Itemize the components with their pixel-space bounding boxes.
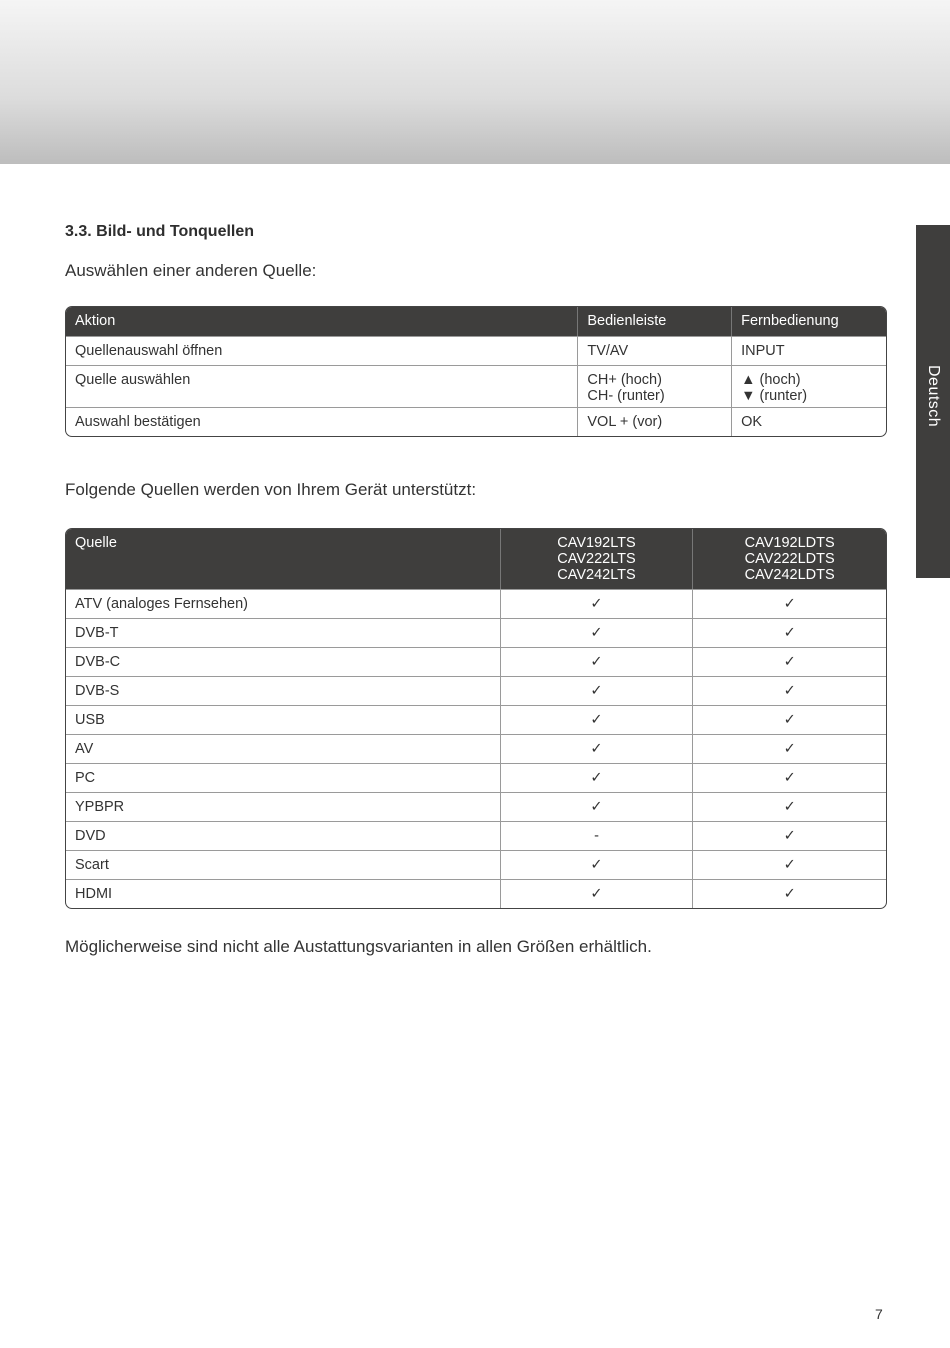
table-row: [66, 734, 886, 763]
action-cell: Quelle auswählen: [66, 365, 577, 407]
source-cell: YPBPR: [66, 792, 500, 821]
source-cell: USB: [66, 705, 500, 734]
support-mark-ldts: ✓: [692, 821, 886, 850]
table-row: [66, 792, 886, 821]
language-tab-label: Deutsch: [925, 365, 942, 428]
support-mark-ldts: ✓: [692, 879, 886, 908]
support-mark-ldts: ✓: [692, 676, 886, 705]
panel-key: TV/AV: [587, 343, 629, 359]
model-name: CAV242LDTS: [744, 567, 835, 583]
panel-key: CH- (runter): [587, 388, 665, 404]
remote-key: OK: [741, 414, 763, 430]
column-header-models-ldts: [692, 529, 886, 589]
header-band: [0, 0, 950, 164]
table-header-row: [66, 529, 886, 589]
panel-cell: [577, 365, 731, 407]
support-mark-lts: -: [500, 821, 693, 850]
remote-key: INPUT: [741, 343, 785, 359]
model-name: CAV242LTS: [557, 567, 636, 583]
support-mark-lts: ✓: [500, 850, 693, 879]
model-name: CAV222LDTS: [744, 551, 835, 567]
support-mark-ldts: ✓: [692, 734, 886, 763]
sources-intro-text: Folgende Quellen werden von Ihrem Gerät unterstützt:: [65, 480, 477, 499]
language-tab: [916, 225, 950, 578]
support-mark-ldts: ✓: [692, 850, 886, 879]
supported-sources-table: [65, 528, 887, 909]
source-cell: DVB-C: [66, 647, 500, 676]
table-row: [66, 407, 886, 436]
table-row: [66, 618, 886, 647]
table-row: [66, 365, 886, 407]
table-row: [66, 589, 886, 618]
source-cell: PC: [66, 763, 500, 792]
column-header-action: Aktion: [66, 307, 577, 336]
support-mark-ldts: ✓: [692, 763, 886, 792]
source-cell: DVB-T: [66, 618, 500, 647]
column-header-panel: Bedienleiste: [577, 307, 731, 336]
source-cell: Scart: [66, 850, 500, 879]
support-mark-lts: ✓: [500, 589, 693, 618]
model-name: CAV192LTS: [557, 535, 636, 551]
table-row: [66, 647, 886, 676]
intro-text: Auswählen einer anderen Quelle:: [65, 261, 317, 280]
support-mark-lts: ✓: [500, 879, 693, 908]
table-row: [66, 821, 886, 850]
action-cell: Auswahl bestätigen: [66, 407, 577, 436]
table-row: [66, 850, 886, 879]
column-header-remote: Fernbedienung: [731, 307, 886, 336]
table-row: [66, 763, 886, 792]
table-row: [66, 676, 886, 705]
column-header-models-lts: [500, 529, 693, 589]
table-row: [66, 336, 886, 365]
panel-cell: [577, 407, 731, 436]
model-name: CAV192LDTS: [744, 535, 835, 551]
page-number: 7: [875, 1306, 883, 1322]
remote-cell: [731, 365, 886, 407]
support-mark-lts: ✓: [500, 763, 693, 792]
column-header-source: Quelle: [66, 529, 500, 589]
support-mark-ldts: ✓: [692, 705, 886, 734]
support-mark-lts: ✓: [500, 705, 693, 734]
support-mark-lts: ✓: [500, 792, 693, 821]
support-mark-ldts: ✓: [692, 589, 886, 618]
source-cell: DVD: [66, 821, 500, 850]
table-row: [66, 705, 886, 734]
section-title: 3.3. Bild- und Tonquellen: [65, 223, 255, 240]
model-name: CAV222LTS: [557, 551, 636, 567]
support-mark-lts: ✓: [500, 647, 693, 676]
source-cell: ATV (analoges Fernsehen): [66, 589, 500, 618]
table-header-row: [66, 307, 886, 336]
remote-key: ▲ (hoch): [741, 372, 801, 388]
panel-key: VOL + (vor): [587, 414, 663, 430]
support-mark-ldts: ✓: [692, 647, 886, 676]
source-cell: AV: [66, 734, 500, 763]
source-selection-table: [65, 306, 887, 437]
support-mark-lts: ✓: [500, 618, 693, 647]
panel-cell: [577, 336, 731, 365]
action-cell: Quellenauswahl öffnen: [66, 336, 577, 365]
availability-note: Möglicherweise sind nicht alle Austattungsvarianten in allen Größen erhältlich.: [65, 937, 652, 956]
source-cell: DVB-S: [66, 676, 500, 705]
source-cell: HDMI: [66, 879, 500, 908]
remote-cell: [731, 336, 886, 365]
panel-key: CH+ (hoch): [587, 372, 662, 388]
support-mark-lts: ✓: [500, 734, 693, 763]
remote-cell: [731, 407, 886, 436]
table-row: [66, 879, 886, 908]
support-mark-ldts: ✓: [692, 618, 886, 647]
support-mark-lts: ✓: [500, 676, 693, 705]
remote-key: ▼ (runter): [741, 388, 808, 404]
support-mark-ldts: ✓: [692, 792, 886, 821]
